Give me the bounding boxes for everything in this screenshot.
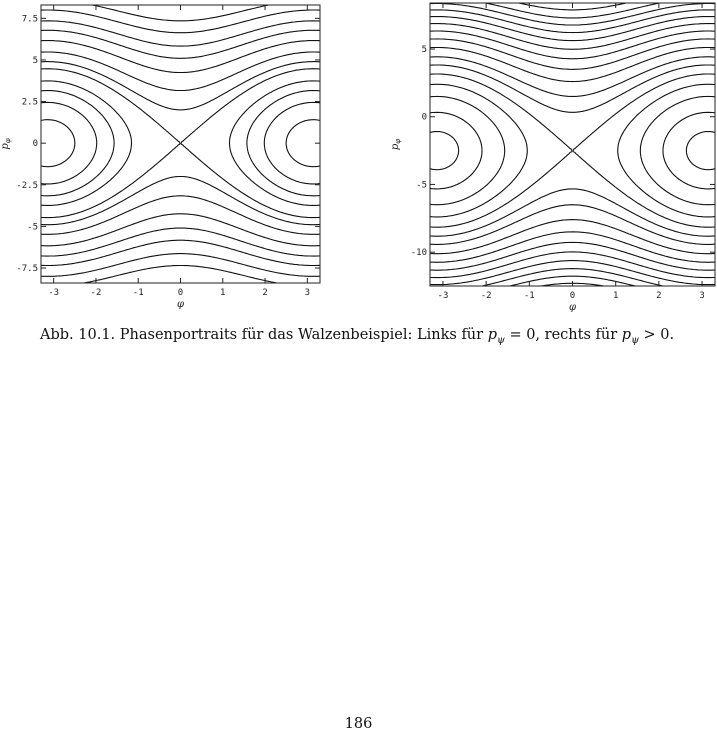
x-tick-label: -1 (523, 291, 535, 301)
y-tick-label: -7.5 (16, 264, 38, 275)
y-tick-label: -10 (410, 248, 427, 259)
phase-portrait-right (390, 3, 715, 313)
caption-var-left: p (487, 327, 497, 343)
contour-line (430, 74, 715, 227)
plot-frame (430, 3, 715, 286)
y-tick-label: -5 (416, 180, 427, 191)
contour-line (41, 102, 320, 183)
contour-line (41, 62, 320, 225)
y-tick-label: 5 (32, 55, 38, 66)
x-tick-label: -2 (90, 288, 102, 298)
caption-sub-left: ψ (497, 334, 505, 346)
contour-line (430, 48, 715, 254)
contour-line (41, 91, 320, 196)
y-tick-label: -2.5 (16, 180, 38, 191)
contour-line (430, 39, 715, 262)
contour-line (430, 57, 715, 245)
x-tick-label: -2 (480, 291, 492, 301)
contour-line (41, 30, 320, 256)
x-tick-label: 2 (656, 291, 662, 301)
contour-line (430, 84, 715, 217)
contour-line (41, 10, 320, 276)
figure-phase-portraits (0, 0, 717, 330)
x-tick-label: 3 (699, 291, 705, 301)
contour-line (430, 132, 715, 170)
page-number: 186 (344, 716, 373, 732)
caption-prefix: Abb. 10.1. Phasenportraits für das Walzenbeispiel: Links für (40, 327, 484, 343)
x-tick-label: -3 (437, 291, 449, 301)
y-tick-label: 5 (421, 45, 427, 56)
caption-sub-right: ψ (631, 334, 639, 346)
x-tick-label: 1 (612, 291, 619, 301)
y-tick-label: 7.5 (21, 14, 38, 25)
x-tick-label: 3 (304, 288, 311, 298)
contour-line (486, 3, 660, 286)
y-axis-label: $p_\varphi$ (390, 138, 402, 151)
y-tick-label: 0 (32, 139, 38, 150)
y-tick-label: 0 (421, 112, 427, 123)
contour-line (430, 17, 715, 285)
y-axis-label: $p_\varphi$ (0, 138, 12, 150)
x-tick-label: 1 (220, 288, 226, 298)
contour-line (430, 31, 715, 270)
caption-var-right: p (621, 327, 632, 343)
x-tick-label: 0 (569, 291, 576, 301)
figure-caption (40, 327, 717, 346)
x-tick-label: -3 (48, 288, 60, 298)
contour-line (41, 41, 320, 246)
contour-line (84, 5, 277, 283)
contour-line (430, 10, 715, 286)
y-tick-label: 2.5 (21, 97, 38, 108)
phase-portrait-left (0, 5, 320, 310)
contour-line (41, 52, 320, 234)
contour-line (430, 112, 715, 189)
contour-line (430, 65, 715, 236)
contour-line (430, 4, 715, 287)
caption-cond-right: > 0. (638, 327, 675, 343)
x-axis-label: φ (568, 302, 577, 313)
y-tick-label: -5 (27, 222, 38, 233)
x-axis-label: φ (176, 299, 185, 310)
x-tick-label: -1 (132, 288, 144, 298)
caption-cond-left: = 0, rechts für (504, 327, 618, 343)
x-tick-label: 2 (262, 288, 268, 298)
x-tick-label: 0 (177, 288, 184, 298)
contour-line (41, 120, 320, 167)
